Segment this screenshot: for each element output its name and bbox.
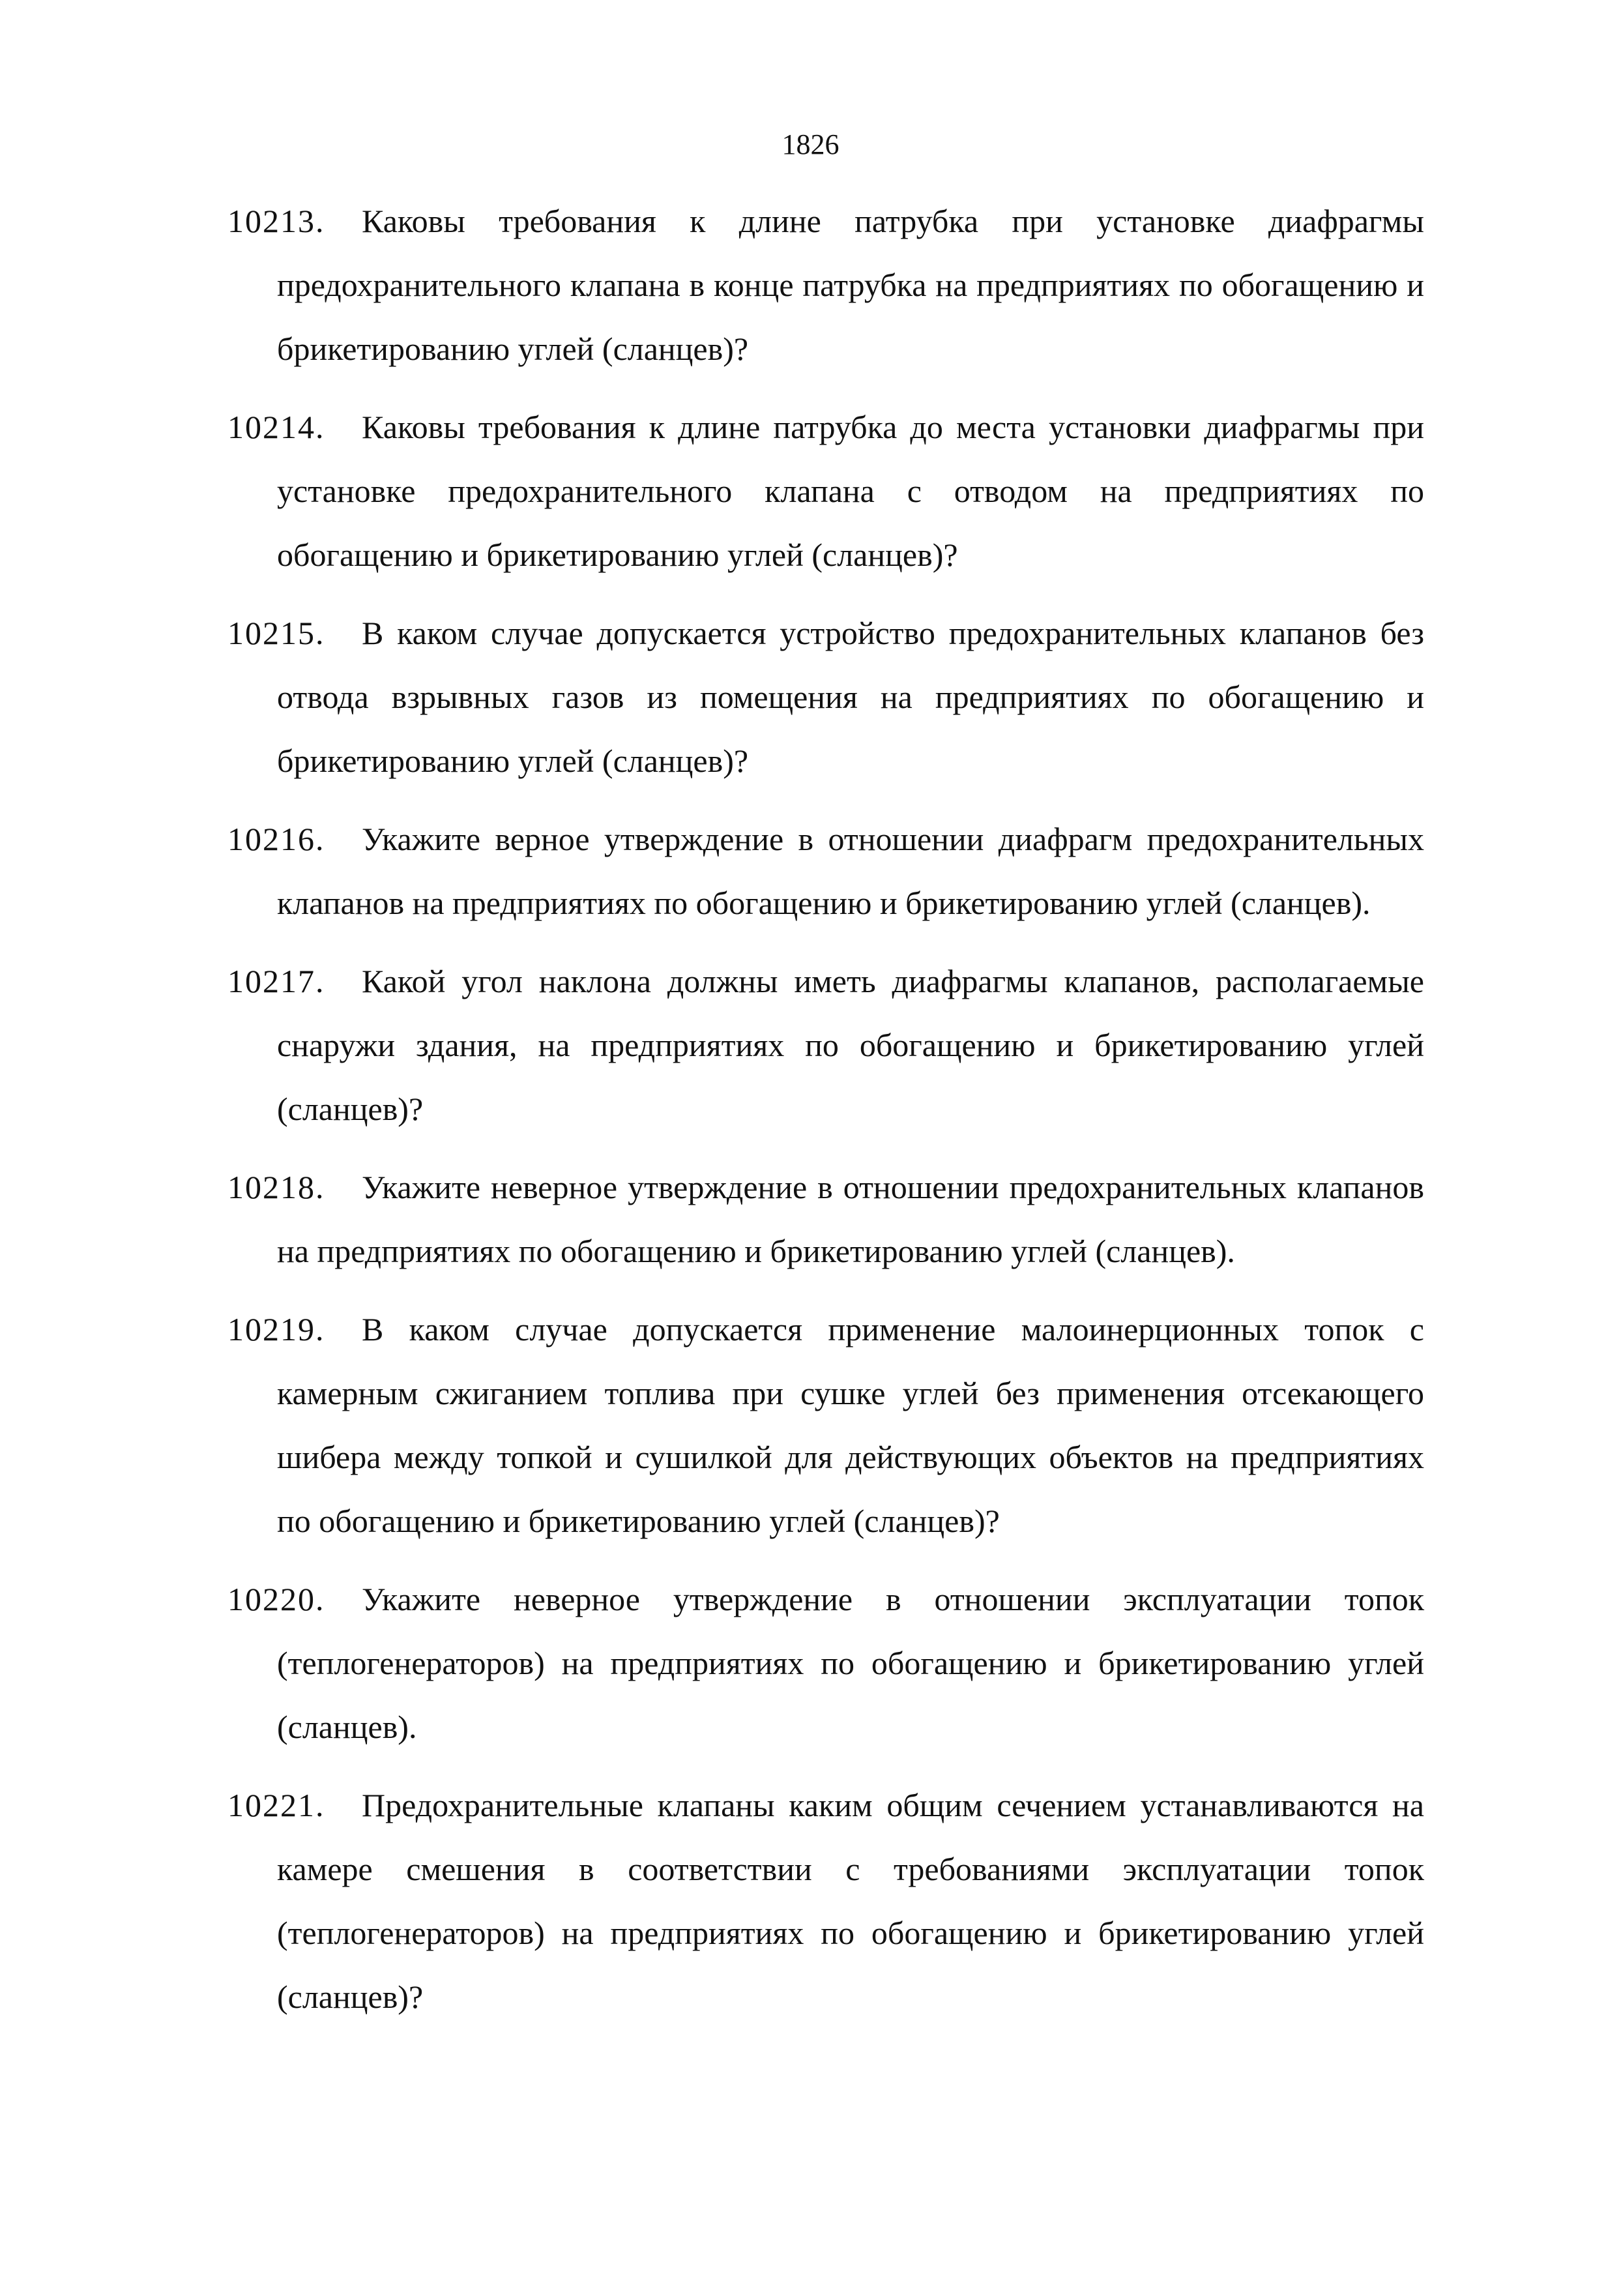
question-list [227,189,1424,2043]
question-text: Каковы требования к длине патрубка до места установки диафрагмы при установке предохранительного клапана с отводом на предприятиях по обогащению и брикетированию углей (сланцев)? [277,409,1424,573]
question-number: 10213. [227,203,325,239]
question-number: 10215. [227,615,325,651]
question-number: 10219. [227,1311,325,1347]
question-number: 10217. [227,963,325,999]
question-text: Укажите верное утверждение в отношении диафрагм предохранительных клапанов на предприятиях по обогащению и брикетированию углей (сланцев). [277,821,1424,921]
question-text: Предохранительные клапаны каким общим сечением устанавливаются на камере смешения в соответствии с требованиями эксплуатации топок (теплогенераторов) на предприятиях по обогащению и брикетированию углей (сланцев)? [277,1787,1424,2015]
question-item [227,807,1424,935]
question-number: 10221. [227,1787,325,1823]
question-number: 10216. [227,821,325,857]
question-number: 10220. [227,1581,325,1617]
question-item [227,1297,1424,1553]
question-text: Укажите неверное утверждение в отношении предохранительных клапанов на предприятиях по обогащению и брикетированию углей (сланцев). [277,1169,1424,1269]
question-item [227,1155,1424,1283]
page-number: 1826 [781,128,840,160]
question-text: Какой угол наклона должны иметь диафрагмы клапанов, располагаемые снаружи здания, на предприятиях по обогащению и брикетированию углей (сланцев)? [277,963,1424,1127]
question-item [227,949,1424,1141]
question-text: В каком случае допускается устройство предохранительных клапанов без отвода взрывных газов из помещения на предприятиях по обогащению и брикетированию углей (сланцев)? [277,615,1424,779]
question-number: 10218. [227,1169,325,1205]
question-text: Каковы требования к длине патрубка при установке диафрагмы предохранительного клапана в конце патрубка на предприятиях по обогащению и брикетированию углей (сланцев)? [277,203,1424,367]
question-item [227,189,1424,381]
question-item [227,1567,1424,1759]
question-item [227,1773,1424,2029]
question-item [227,395,1424,587]
question-number: 10214. [227,409,325,445]
question-item [227,601,1424,793]
question-text: В каком случае допускается применение малоинерционных топок с камерным сжиганием топлива при сушке углей без применения отсекающего шибера между топкой и сушилкой для действующих объектов на предприятиях по обогащению и брикетированию углей (сланцев)? [277,1311,1424,1539]
question-text: Укажите неверное утверждение в отношении эксплуатации топок (теплогенераторов) на предприятиях по обогащению и брикетированию углей (сланцев). [277,1581,1424,1745]
